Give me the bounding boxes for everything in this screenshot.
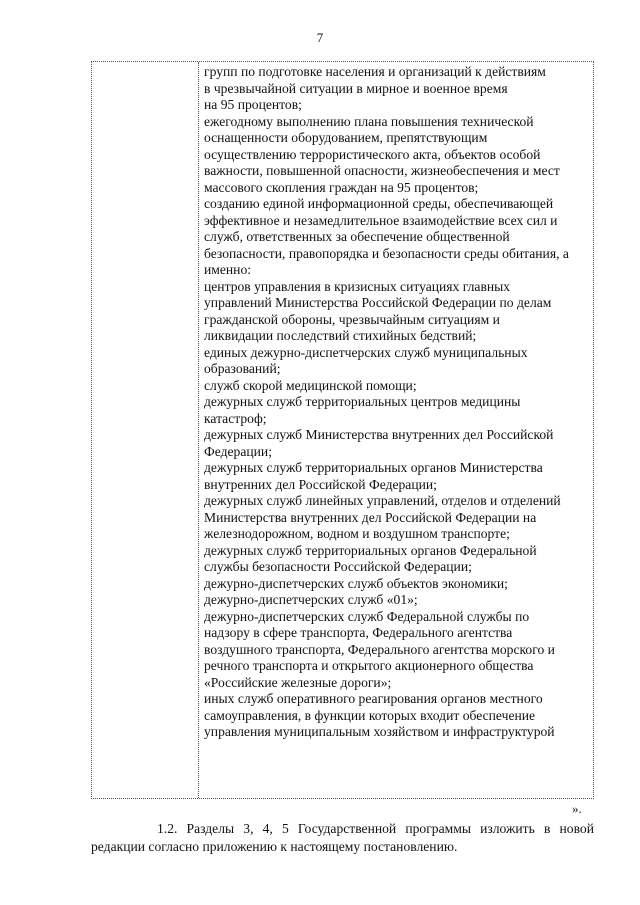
table-text-line: осуществлению террористического акта, объектов особой	[204, 146, 541, 162]
table-text-line: дежурных служб Министерства внутренних дел Российской	[204, 427, 554, 442]
table-text-line: Федерации;	[204, 443, 272, 459]
table-text-line: речного транспорта и открытого акционерного общества	[204, 658, 534, 673]
table-text-line: дежурно-диспетчерских служб объектов экономики;	[204, 575, 508, 591]
table-text-line: в чрезвычайной ситуации в мирное и военное время	[204, 80, 508, 96]
table-text-line: дежурных служб территориальных органов Федеральной	[204, 542, 537, 558]
table-text-line: внутренних дел Российской Федерации;	[204, 476, 437, 492]
table-text-line: самоуправления, в функции которых входит обеспечение	[204, 707, 536, 723]
table-text-line: дежурно-диспетчерских служб «01»;	[204, 592, 418, 607]
table-text-line: иных служб оперативного реагирования органов местного	[204, 691, 543, 706]
table-text-line: дежурных служб территориальных центров медицины	[204, 394, 521, 409]
page-number: 7	[316, 30, 324, 45]
table-text-line: служб, ответственных за обеспечение общественной	[204, 229, 510, 244]
paragraph-line: редакции согласно приложению к настоящему постановлению.	[91, 839, 458, 854]
table-text-line: дежурных служб территориальных органов Министерства	[204, 460, 543, 475]
table-text-line: надзору в сфере транспорта, Федерального агентства	[204, 625, 513, 640]
table-text-line: групп по подготовке населения и организаций к действиям	[204, 64, 546, 79]
table-text-line: центров управления в кризисных ситуациях главных	[204, 278, 511, 294]
table-text-line: катастроф;	[204, 410, 267, 426]
amendment-paragraph	[91, 820, 594, 856]
table-text-line: созданию единой информационной среды, обеспечивающей	[204, 196, 554, 211]
table-text-line: Министерства внутренних дел Российской Федерации на	[204, 509, 537, 525]
table-text-line: ежегодному выполнению плана повышения технической	[204, 113, 534, 129]
table-text-line: на 95 процентов;	[204, 97, 302, 112]
table-text-line: гражданской обороны, чрезвычайным ситуациям и	[204, 311, 500, 327]
table-left-cell	[92, 62, 199, 798]
content-table	[91, 61, 594, 799]
table-text-line: именно:	[204, 262, 252, 277]
table-right-cell	[199, 62, 593, 798]
closing-quote: ».	[572, 801, 582, 816]
table-text-line: «Российские железные дороги»;	[204, 674, 392, 690]
table-text-line: важности, повышенной опасности, жизнеобеспечения и мест	[204, 163, 560, 178]
table-text-line: управления муниципальным хозяйством и инфраструктурой	[204, 724, 555, 739]
paragraph-line: 1.2. Разделы 3, 4, 5 Государственной программы изложить в новой	[157, 821, 594, 836]
table-text-line: образований;	[204, 361, 281, 376]
table-text-line: службы безопасности Российской Федерации;	[204, 559, 472, 574]
table-text-line: железнодорожном, водном и воздушном транспорте;	[204, 526, 510, 541]
table-text-line: служб скорой медицинской помощи;	[204, 377, 417, 393]
table-text-line: оснащенности оборудованием, препятствующим	[204, 130, 488, 145]
table-text-line: эффективное и незамедлительное взаимодействие всех сил и	[204, 212, 558, 228]
table-text-line: управлений Министерства Российской Федерации по делам	[204, 295, 552, 310]
table-text-line: ликвидации последствий стихийных бедствий;	[204, 328, 477, 343]
table-text-line: безопасности, правопорядка и безопасности среды обитания, а	[204, 245, 569, 261]
table-text-line: единых дежурно-диспетчерских служб муниципальных	[204, 344, 528, 360]
table-text-line: дежурно-диспетчерских служб Федеральной службы по	[204, 608, 530, 624]
table-text-line: массового скопления граждан на 95 процентов;	[204, 179, 479, 195]
table-text-line: дежурных служб линейных управлений, отделов и отделений	[204, 493, 561, 508]
table-text-line: воздушного транспорта, Федерального агентства морского и	[204, 641, 555, 657]
